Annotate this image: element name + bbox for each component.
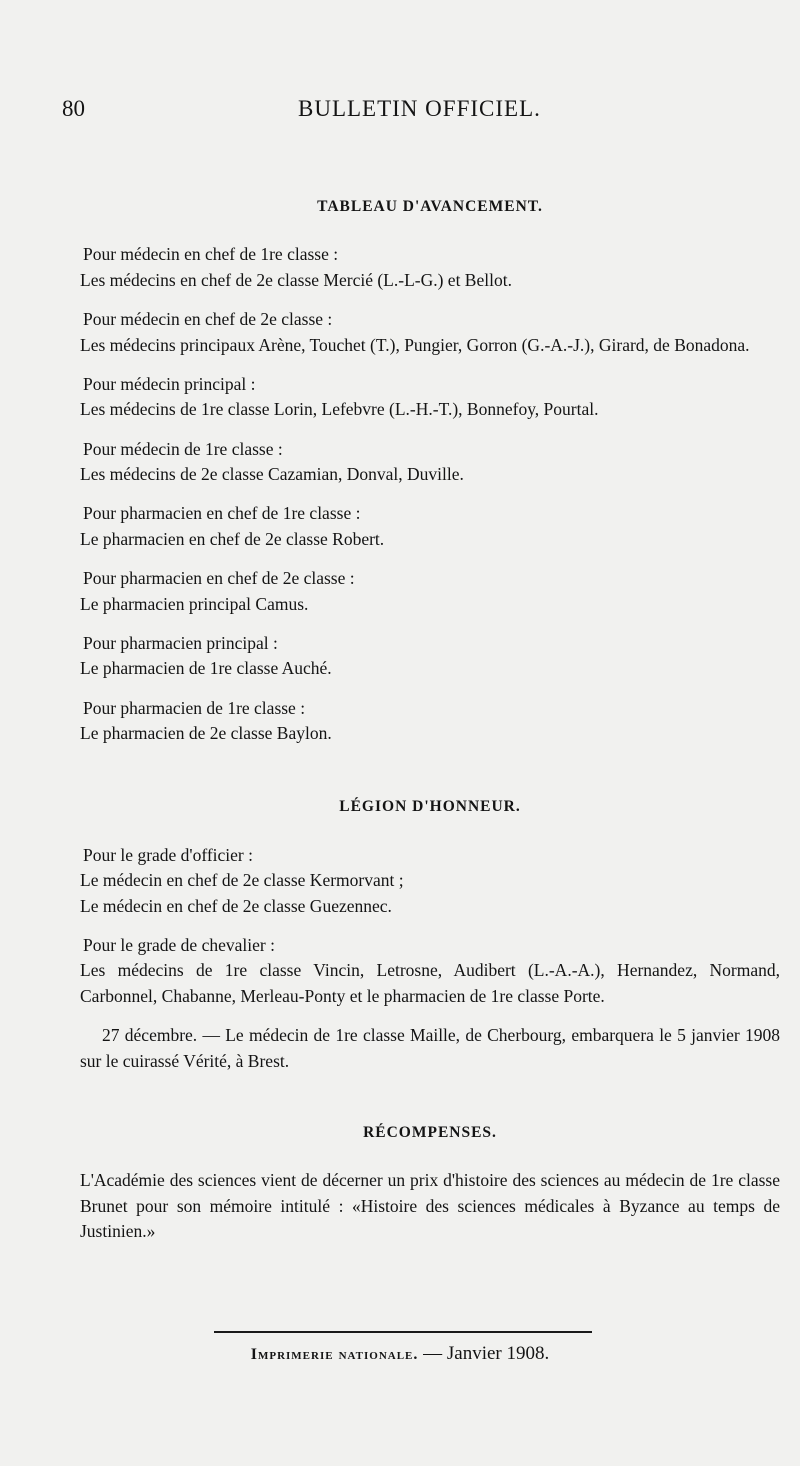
- recompenses-paragraph: L'Académie des sciences vient de décerner un prix d'histoire des sciences au médecin de 1re classe Brunet pour son mémoire intitulé : «Histoire des sciences médicales à Byzance au temps de Justinien.»: [80, 1170, 780, 1242]
- decembre-paragraph-wrap: [80, 1023, 780, 1074]
- tableau-group-body: Les médecins principaux Arène, Touchet (T.), Pungier, Gorron (G.-A.-J.), Girard, de Bonadona.: [80, 334, 750, 355]
- footer-rule: [214, 1331, 592, 1333]
- tableau-group-body: Les médecins en chef de 2e classe Mercié (L.-L-G.) et Bellot.: [80, 269, 512, 290]
- page-footer: [0, 1343, 800, 1365]
- tableau-group-intro: Pour pharmacien de 1re classe :: [83, 697, 306, 718]
- tableau-group: [80, 501, 780, 552]
- chevalier-intro: Pour le grade de chevalier :: [83, 935, 275, 956]
- tableau-group-body: Le pharmacien en chef de 2e classe Robert.: [80, 528, 385, 549]
- section-title-tableau: TABLEAU D'AVANCEMENT.: [317, 198, 543, 215]
- decembre-paragraph: 27 décembre. — Le médecin de 1re classe Maille, de Cherbourg, embarquera le 5 janvier 1908 sur le cuirassé Vérité, à Brest.: [80, 1025, 780, 1071]
- footer-printer: Imprimerie nationale.: [250, 1346, 419, 1363]
- section-title-legion: LÉGION D'HONNEUR.: [339, 798, 521, 816]
- officier-group: [80, 843, 780, 919]
- tableau-group-body: Le pharmacien de 2e classe Baylon.: [80, 723, 332, 744]
- page-header: [62, 96, 738, 136]
- recompenses-paragraph-wrap: [80, 1168, 780, 1244]
- officier-intro: Pour le grade d'officier :: [83, 844, 253, 865]
- tableau-group: [80, 242, 780, 293]
- tableau-group-body: Les médecins de 2e classe Cazamian, Donval, Duville.: [80, 464, 464, 485]
- chevalier-body: Les médecins de 1re classe Vincin, Letrosne, Audibert (L.-A.-A.), Hernandez, Normand, Carbonnel, Chabanne, Merleau-Ponty et le pharmacien de 1re classe Porte.: [80, 960, 780, 1006]
- tableau-group: [80, 631, 780, 682]
- tableau-group: [80, 307, 780, 358]
- tableau-group-intro: Pour médecin principal :: [83, 373, 256, 394]
- page-number: 80: [62, 96, 85, 121]
- officier-line-2: Le médecin en chef de 2e classe Guezennec.: [80, 895, 392, 916]
- tableau-group: [80, 696, 780, 747]
- tableau-group-intro: Pour pharmacien principal :: [83, 632, 278, 653]
- tableau-group-intro: Pour médecin en chef de 2e classe :: [83, 309, 333, 330]
- tableau-group: [80, 372, 780, 423]
- tableau-group-intro: Pour pharmacien en chef de 2e classe :: [83, 568, 355, 589]
- section-title-recompenses: RÉCOMPENSES.: [363, 1123, 497, 1141]
- tableau-group-body: Le pharmacien de 1re classe Auché.: [80, 658, 332, 679]
- running-title: BULLETIN OFFICIEL.: [298, 96, 541, 121]
- tableau-group: [80, 566, 780, 617]
- chevalier-group: [80, 933, 780, 1009]
- tableau-group: [80, 437, 780, 488]
- footer-date: — Janvier 1908.: [423, 1343, 550, 1364]
- tableau-group-intro: Pour médecin de 1re classe :: [83, 438, 283, 459]
- page-content: [80, 196, 780, 1259]
- tableau-group-intro: Pour pharmacien en chef de 1re classe :: [83, 503, 361, 524]
- tableau-group-list: [80, 242, 780, 746]
- officier-line-1: Le médecin en chef de 2e classe Kermorvant ;: [80, 870, 404, 891]
- tableau-group-body: Le pharmacien principal Camus.: [80, 593, 309, 614]
- tableau-group-intro: Pour médecin en chef de 1re classe :: [83, 244, 339, 265]
- tableau-group-body: Les médecins de 1re classe Lorin, Lefebvre (L.-H.-T.), Bonnefoy, Pourtal.: [80, 399, 599, 420]
